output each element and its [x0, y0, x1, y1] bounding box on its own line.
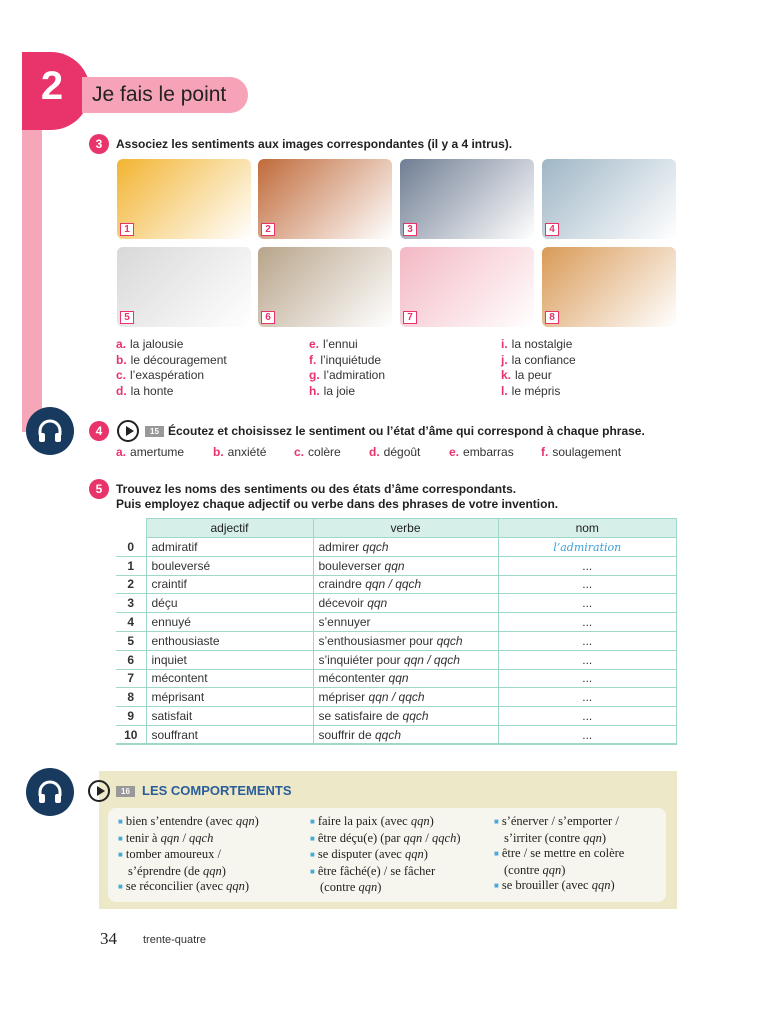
- verb-text: se satisfaire de: [318, 709, 403, 724]
- verb-text: bouleverser: [318, 558, 385, 573]
- vocab-object: qqn: [235, 814, 255, 828]
- noun-cell[interactable]: [498, 594, 677, 613]
- choice-e: [449, 445, 514, 459]
- photo-number: 8: [545, 311, 559, 324]
- track-badge: 15: [145, 426, 164, 437]
- option-h: [309, 384, 355, 398]
- photo-7[interactable]: [400, 247, 534, 327]
- option-letter: l.: [501, 383, 508, 398]
- option-text: la jalousie: [130, 337, 184, 351]
- vocab-item: [310, 831, 461, 848]
- verb-cell: [313, 556, 498, 575]
- track-badge-2: 16: [116, 786, 135, 797]
- choice-text: colère: [308, 445, 341, 459]
- noun-answer: ...: [582, 577, 593, 592]
- row-number: 10: [116, 725, 146, 744]
- adjective-cell: déçu: [146, 594, 313, 613]
- vocab-column-1: [118, 814, 259, 896]
- vocab-item: [310, 847, 461, 864]
- noun-cell[interactable]: [498, 613, 677, 632]
- choice-d: [369, 445, 420, 459]
- exercise-5-badge: 5: [89, 479, 109, 499]
- vocab-object: qqn: [358, 880, 378, 894]
- choice-text: embarras: [463, 445, 514, 459]
- vocab-item: [118, 879, 259, 896]
- vocab-text-end: ): [377, 880, 382, 894]
- vocab-text-end: /: [179, 830, 190, 845]
- row-number: 8: [116, 688, 146, 707]
- option-text: l’exaspération: [130, 368, 205, 382]
- option-a: [116, 337, 183, 351]
- photo-number: 6: [261, 311, 275, 324]
- photo-number: 2: [261, 223, 275, 236]
- noun-cell[interactable]: [498, 669, 677, 688]
- vocab-item: [494, 831, 624, 847]
- adjective-cell: enthousiaste: [146, 631, 313, 650]
- header-nom: nom: [498, 519, 677, 538]
- vocab-text-end: ): [254, 814, 259, 828]
- photo-1[interactable]: [117, 159, 251, 239]
- vocab-item: [310, 864, 461, 881]
- option-text: la nostalgie: [511, 337, 573, 351]
- row-number: 4: [116, 613, 146, 632]
- table-row: [116, 538, 677, 557]
- option-letter: a.: [116, 337, 127, 351]
- vocab-object: qqn: [226, 879, 245, 893]
- noun-answer: ...: [582, 558, 593, 573]
- vocab-text-end: ): [244, 879, 250, 893]
- option-letter: f.: [309, 352, 317, 367]
- verb-cell: [313, 538, 498, 557]
- table-row: [116, 613, 677, 632]
- row-number: 1: [116, 556, 146, 575]
- vocab-object: qqn: [410, 814, 430, 828]
- row-number: 2: [116, 575, 146, 594]
- noun-cell[interactable]: [498, 575, 677, 594]
- vocab-text: s’irriter (contre: [504, 830, 584, 845]
- verb-cell: [313, 688, 498, 707]
- vocabulary-table: [116, 518, 677, 745]
- verb-text: mécontenter: [318, 671, 389, 686]
- option-letter: i.: [501, 337, 508, 351]
- choice-text: soulagement: [552, 445, 622, 459]
- adjective-cell: méprisant: [146, 688, 313, 707]
- choice-letter: e.: [449, 445, 460, 459]
- option-letter: g.: [309, 368, 320, 382]
- verb-text: mépriser: [318, 690, 369, 705]
- photo-number: 3: [403, 223, 417, 236]
- noun-answer: ...: [582, 615, 593, 630]
- vocab-text-end: ): [221, 863, 226, 878]
- vocab-item: [494, 814, 624, 831]
- option-j: [501, 353, 576, 367]
- vocab-text: tomber amoureux /: [125, 847, 221, 861]
- noun-cell[interactable]: [498, 556, 677, 575]
- photo-3[interactable]: [400, 159, 534, 239]
- row-number: 3: [116, 594, 146, 613]
- vocab-column-2: [310, 814, 461, 896]
- vocab-item: [118, 847, 259, 864]
- photo-number: 5: [120, 311, 134, 324]
- vocab-object: qqn: [404, 847, 424, 861]
- verb-text: s’inquiéter pour: [318, 652, 404, 667]
- exercise-3-instruction: Associez les sentiments aux images correspondantes (il y a 4 intrus).: [116, 137, 513, 151]
- verb-object: qqch: [374, 727, 402, 742]
- unit-title: Je fais le point: [92, 83, 227, 106]
- choice-text: dégoût: [383, 445, 421, 459]
- photo-2[interactable]: [258, 159, 392, 239]
- verb-object: qqn / qqch: [368, 690, 425, 705]
- table-row: [116, 631, 677, 650]
- row-number: 6: [116, 650, 146, 669]
- vocab-text: être déçu(e) (par: [317, 830, 404, 845]
- verb-text: s’ennuyer: [318, 615, 371, 630]
- vocab-text: s’éprendre (de: [128, 863, 203, 878]
- verb-text: admirer: [318, 539, 363, 554]
- choice-a: [116, 445, 184, 459]
- vocab-item: [118, 814, 259, 831]
- vocab-object-2: qqch: [189, 830, 214, 845]
- photo-number: 7: [403, 311, 417, 324]
- verb-object: qqn: [388, 671, 409, 686]
- option-k: [501, 368, 552, 382]
- table-row: [116, 688, 677, 707]
- option-text: la joie: [323, 383, 356, 398]
- adjective-cell: admiratif: [146, 538, 313, 557]
- vocab-item: [310, 814, 461, 831]
- noun-answer: ...: [582, 652, 593, 667]
- option-letter: e.: [309, 337, 320, 351]
- vocab-text-end: /: [422, 830, 433, 845]
- verb-object: qqch: [402, 709, 429, 724]
- adjective-cell: bouleversé: [146, 556, 313, 575]
- vocab-text: se brouiller (avec: [501, 878, 592, 892]
- choice-b: [213, 445, 266, 459]
- vocab-text: bien s’entendre (avec: [125, 814, 236, 828]
- page-number: 34: [100, 929, 117, 948]
- table-row: [116, 575, 677, 594]
- vocab-text: tenir à: [125, 830, 161, 845]
- vocab-item: [118, 864, 259, 880]
- option-g: [309, 368, 385, 382]
- option-d: [116, 384, 173, 398]
- verb-object: qqch: [436, 633, 463, 648]
- noun-cell[interactable]: [498, 707, 677, 726]
- verb-cell: [313, 575, 498, 594]
- verb-cell: [313, 669, 498, 688]
- vocab-text-end: ): [423, 847, 428, 861]
- verb-text: décevoir: [318, 596, 368, 611]
- verb-object: qqn: [384, 558, 405, 573]
- exercise-3-badge: 3: [89, 134, 109, 154]
- vocab-object: qqn: [583, 830, 602, 845]
- exercise-4-instruction: Écoutez et choisissez le sentiment ou l’état d’âme qui correspond à chaque phrase.: [168, 424, 645, 438]
- noun-cell[interactable]: [498, 725, 677, 744]
- option-text: le découragement: [130, 352, 227, 367]
- option-letter: c.: [116, 368, 127, 382]
- headphones-icon-2[interactable]: [26, 768, 74, 816]
- choice-text: amertume: [130, 445, 185, 459]
- verb-cell: [313, 594, 498, 613]
- vocab-object: qqn: [591, 878, 611, 892]
- option-text: la honte: [130, 383, 174, 398]
- option-letter: j.: [501, 352, 508, 367]
- option-b: [116, 353, 227, 367]
- table-row: [116, 650, 677, 669]
- verb-object: qqch: [362, 539, 389, 554]
- vocab-object: qqn: [202, 863, 222, 878]
- play-icon[interactable]: [117, 420, 139, 442]
- option-l: [501, 384, 560, 398]
- verb-text: s’enthousiasmer pour: [318, 633, 437, 648]
- photo-number: 4: [545, 223, 559, 236]
- vocab-text-end: ): [610, 878, 615, 892]
- option-text: la peur: [515, 368, 552, 382]
- verb-cell: [313, 650, 498, 669]
- noun-answer: ...: [582, 709, 593, 724]
- choice-text: anxiété: [227, 445, 267, 459]
- option-e: [309, 337, 358, 351]
- choice-letter: c.: [294, 445, 305, 459]
- noun-answer: ...: [582, 596, 593, 611]
- table-row: [116, 556, 677, 575]
- play-icon-2[interactable]: [88, 780, 110, 802]
- adjective-cell: mécontent: [146, 669, 313, 688]
- table-row: [116, 594, 677, 613]
- choice-letter: d.: [369, 445, 380, 459]
- vocab-item: [118, 831, 259, 848]
- noun-answer: ...: [582, 671, 593, 686]
- option-text: le mépris: [511, 383, 561, 398]
- row-number: 7: [116, 669, 146, 688]
- row-number: 5: [116, 631, 146, 650]
- verb-cell: [313, 613, 498, 632]
- adjective-cell: craintif: [146, 575, 313, 594]
- choice-c: [294, 445, 341, 459]
- vocab-column-3: [494, 814, 624, 895]
- adjective-cell: ennuyé: [146, 613, 313, 632]
- exercise-5-instruction-2: Puis employez chaque adjectif ou verbe dans des phrases de votre invention.: [116, 497, 559, 511]
- header-verbe: verbe: [313, 519, 498, 538]
- verb-text: craindre: [318, 577, 366, 592]
- vocab-item: [310, 880, 461, 896]
- noun-answer: ...: [582, 633, 593, 648]
- option-letter: b.: [116, 352, 127, 367]
- option-letter: k.: [501, 368, 512, 382]
- vocab-object: qqn: [403, 830, 423, 845]
- noun-cell[interactable]: [498, 688, 677, 707]
- adjective-cell: satisfait: [146, 707, 313, 726]
- adjective-cell: souffrant: [146, 725, 313, 744]
- vocab-item: [494, 846, 624, 863]
- page-number-words: trente-quatre: [143, 934, 206, 946]
- headphones-icon[interactable]: [26, 407, 74, 455]
- photo-8[interactable]: [542, 247, 676, 327]
- choice-letter: b.: [213, 445, 224, 459]
- option-letter: d.: [116, 383, 127, 398]
- vocab-text: se réconcilier (avec: [125, 879, 227, 893]
- photo-6[interactable]: [258, 247, 392, 327]
- vocab-item: [494, 863, 624, 879]
- vocab-text: se disputer (avec: [317, 847, 405, 861]
- vocab-text: (contre: [504, 862, 543, 877]
- option-text: la confiance: [511, 352, 576, 367]
- verb-object: qqn / qqch: [365, 577, 422, 592]
- row-number: 9: [116, 707, 146, 726]
- verb-text: souffrir de: [318, 727, 375, 742]
- vocab-text: s’énerver / s’emporter /: [501, 814, 619, 828]
- vocab-object: qqn: [160, 830, 180, 845]
- header-adjectif: adjectif: [146, 519, 313, 538]
- noun-answer: l’admiration: [553, 540, 622, 554]
- table-row: [116, 669, 677, 688]
- noun-cell[interactable]: [498, 650, 677, 669]
- adjective-cell: inquiet: [146, 650, 313, 669]
- option-c: [116, 368, 204, 382]
- vocab-object: qqn: [542, 862, 562, 877]
- table-row: [116, 707, 677, 726]
- exercise-4-badge: 4: [89, 421, 109, 441]
- verb-object: qqn / qqch: [403, 652, 460, 667]
- vocab-title: LES COMPORTEMENTS: [142, 783, 292, 798]
- vocab-text: être fâché(e) / se fâcher: [317, 863, 436, 878]
- verb-cell: [313, 725, 498, 744]
- verb-object: qqn: [367, 596, 388, 611]
- choice-f: [541, 445, 621, 459]
- verb-cell: [313, 707, 498, 726]
- option-text: l’inquiétude: [320, 352, 382, 367]
- choice-letter: a.: [116, 445, 127, 459]
- option-text: l’admiration: [323, 368, 386, 382]
- noun-answer: ...: [582, 727, 593, 742]
- table-corner: [116, 519, 146, 538]
- exercise-5-instruction-1: Trouvez les noms des sentiments ou des états d’âme correspondants.: [116, 482, 517, 496]
- vocab-text-end: ): [429, 814, 434, 828]
- choice-letter: f.: [541, 445, 549, 459]
- option-f: [309, 353, 381, 367]
- vocab-text: faire la paix (avec: [317, 814, 411, 828]
- photo-number: 1: [120, 223, 134, 236]
- table-row: [116, 725, 677, 744]
- unit-number: 2: [40, 64, 64, 108]
- noun-answer: ...: [582, 690, 593, 705]
- option-text: l’ennui: [323, 337, 358, 351]
- noun-cell[interactable]: [498, 631, 677, 650]
- photo-5[interactable]: [117, 247, 251, 327]
- option-i: [501, 337, 572, 351]
- noun-cell[interactable]: [498, 538, 677, 557]
- vocab-text-end: ): [601, 830, 607, 845]
- vocab-item: [494, 878, 624, 895]
- vocab-text: être / se mettre en colère: [501, 846, 625, 860]
- vocab-object-2: qqch: [432, 830, 457, 845]
- vocab-text-end-2: ): [456, 830, 461, 845]
- photo-4[interactable]: [542, 159, 676, 239]
- option-letter: h.: [309, 383, 320, 398]
- verb-cell: [313, 631, 498, 650]
- vocab-text-end: ): [561, 862, 566, 877]
- vocab-text: (contre: [320, 880, 359, 894]
- row-number: 0: [116, 538, 146, 557]
